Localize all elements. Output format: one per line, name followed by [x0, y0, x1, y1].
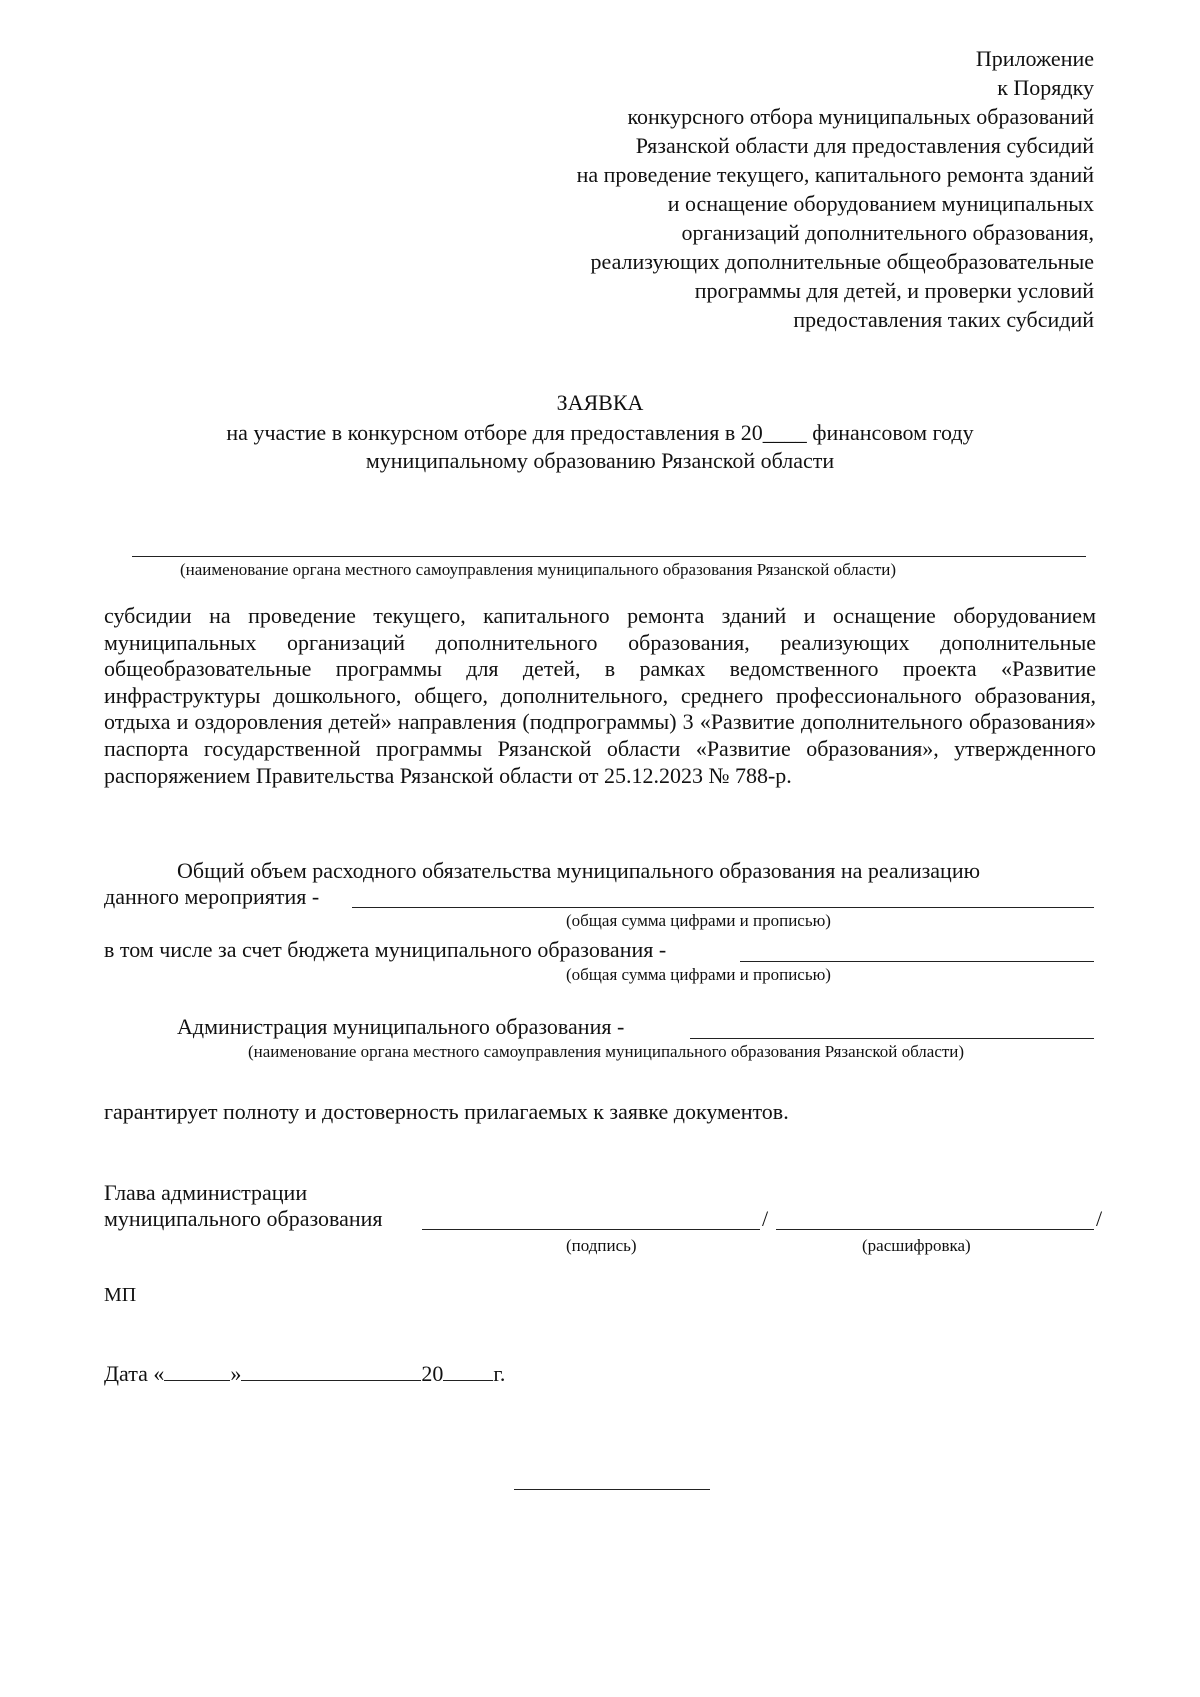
stamp-label: МП — [104, 1284, 137, 1306]
date-day-field[interactable] — [164, 1358, 230, 1381]
date-year-field[interactable] — [443, 1358, 493, 1381]
appendix-line: к Порядку — [997, 75, 1094, 100]
title-line-2: муниципальному образованию Рязанской области — [365, 448, 835, 473]
guarantee-text: гарантирует полноту и достоверность прилагаемых к заявке документов. — [104, 1099, 789, 1124]
body-paragraph: субсидии на проведение текущего, капитального ремонта зданий и оснащение оборудованием муниципальных организаций дополнительного образования, реализующих дополнительные общеобразовательные программы для детей, в рамках ведомственного проекта «Развитие инфраструктуры дошкольного, общего, дополнительного, среднего профессионального образования, отдыха и оздоровления детей» направления (подпрограммы) 3 «Развитие дополнительного образования» паспорта государственной программы Рязанской области «Развитие образования», утвержденного распоряжением Правительства Рязанской области от 25.12.2023 № 788-р. — [104, 603, 1096, 788]
appendix-line: программы для детей, и проверки условий — [694, 278, 1094, 303]
date-close-quote: » — [230, 1361, 242, 1386]
head-title-line-2: муниципального образования — [104, 1206, 383, 1231]
date-year-prefix: 20 — [421, 1361, 444, 1386]
appendix-line: на проведение текущего, капитального ремонта зданий — [576, 162, 1094, 187]
appendix-line: и оснащение оборудованием муниципальных — [667, 191, 1094, 216]
date-year-suffix: г. — [493, 1361, 506, 1386]
obligation-line-3: в том числе за счет бюджета муниципального образования - — [104, 937, 667, 962]
appendix-line: конкурсного отбора муниципальных образований — [627, 104, 1094, 129]
administration-field-line[interactable] — [690, 1038, 1094, 1039]
decoding-field-line[interactable] — [776, 1229, 1094, 1230]
budget-sum-caption: (общая сумма цифрами и прописью) — [566, 965, 831, 984]
appendix-line: реализующих дополнительные общеобразовательные — [590, 249, 1094, 274]
signature-caption: (подпись) — [566, 1236, 637, 1255]
title-line-1: на участие в конкурсном отборе для предоставления в 20____ финансовом году — [226, 420, 974, 445]
obligation-line-1: Общий объем расходного обязательства муниципального образования на реализацию — [177, 858, 981, 883]
date-label: Дата « — [104, 1361, 165, 1386]
document-title: ЗАЯВКА — [556, 390, 644, 415]
administration-caption: (наименование органа местного самоуправления муниципального образования Рязанской области) — [248, 1042, 965, 1061]
appendix-line: предоставления таких субсидий — [793, 307, 1094, 332]
date-month-field[interactable] — [241, 1358, 421, 1381]
appendix-line: организаций дополнительного образования, — [681, 220, 1094, 245]
head-title-line-1: Глава администрации — [104, 1180, 308, 1205]
signature-field-line[interactable] — [422, 1229, 760, 1230]
appendix-line: Рязанской области для предоставления субсидий — [635, 133, 1094, 158]
total-sum-caption: (общая сумма цифрами и прописью) — [566, 911, 831, 930]
date-line — [104, 1358, 505, 1387]
closing-separator — [514, 1489, 710, 1490]
signature-slash: / — [762, 1206, 769, 1231]
decoding-caption: (расшифровка) — [862, 1236, 971, 1255]
total-sum-field-line[interactable] — [352, 907, 1094, 908]
obligation-line-2: данного мероприятия - — [104, 884, 320, 909]
signature-slash-end: / — [1096, 1206, 1103, 1231]
budget-sum-field-line[interactable] — [740, 961, 1094, 962]
administration-line: Администрация муниципального образования - — [177, 1014, 625, 1039]
appendix-header — [454, 44, 1094, 334]
appendix-line: Приложение — [975, 46, 1094, 71]
org-name-field-line[interactable] — [132, 556, 1086, 557]
org-name-caption: (наименование органа местного самоуправления муниципального образования Рязанской области) — [180, 560, 897, 579]
